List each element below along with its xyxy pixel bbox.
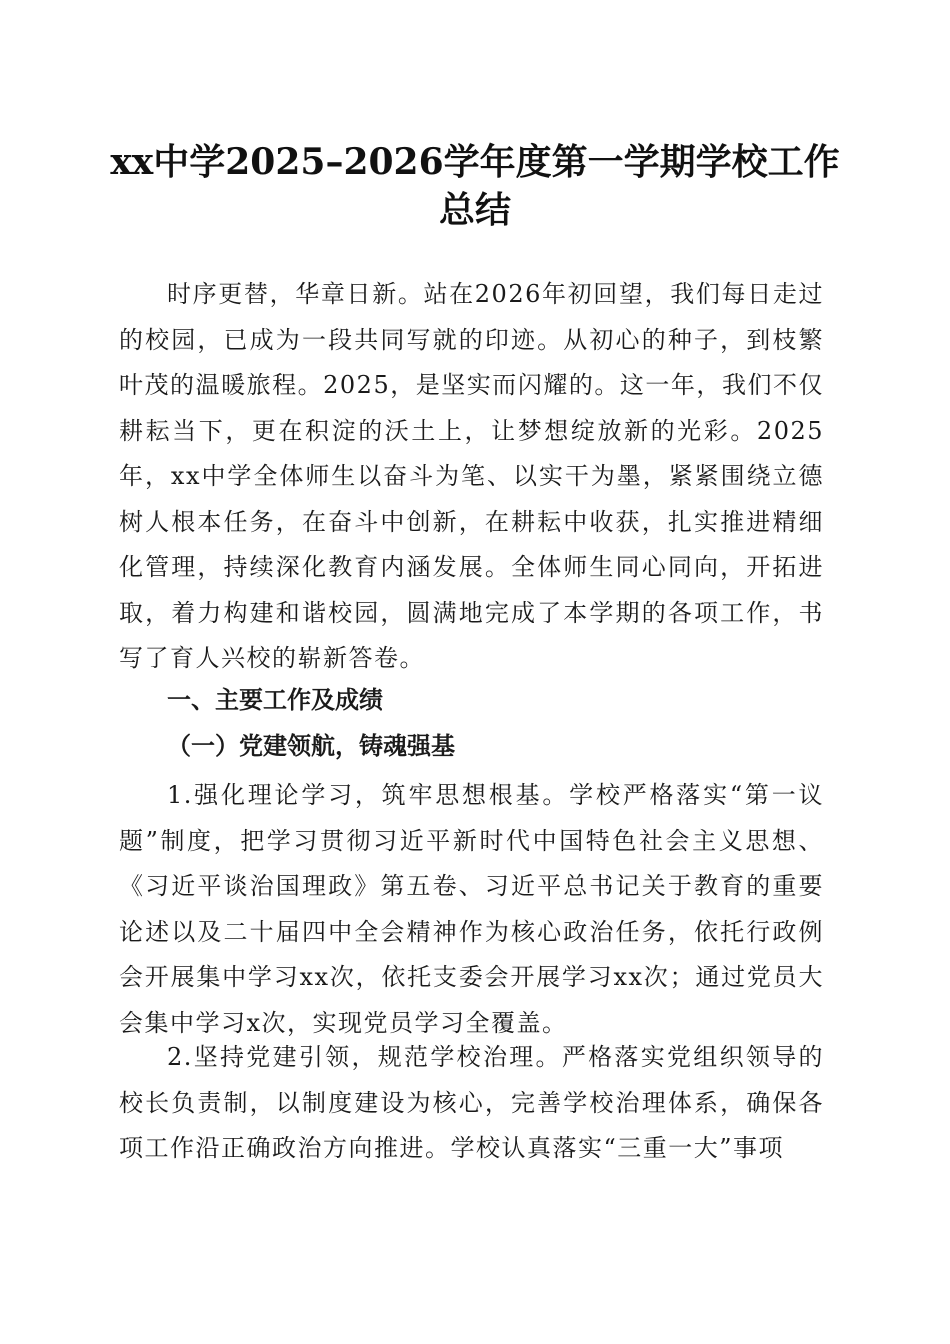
paragraph-item-2: 2.坚持党建引领，规范学校治理。严格落实党组织领导的校长负责制，以制度建设为核心，完善学校治理体系，确保各项工作沿正确政治方向推进。学校认真落实“三重一大”事项 bbox=[119, 1043, 824, 1162]
title-line-1: xx中学2025–2026学年度第一学期学校工作 bbox=[110, 141, 840, 183]
section-heading-main-work: 一、主要工作及成绩 bbox=[167, 686, 383, 714]
paragraph-item-1: 1.强化理论学习，筑牢思想根基。学校严格落实“第一议题”制度，把学习贯彻习近平新时代中国特色社会主义思想、《习近平谈治国理政》第五卷、习近平总书记关于教育的重要论述以及二十届四中全会精神作为核心政治任务，依托行政例会开展集中学习xx次，依托支委会开展学习xx次；通过党员大会集中学习x次，实现党员学习全覆盖。 bbox=[119, 781, 824, 1037]
subsection-heading-party-building: （一）党建领航，铸魂强基 bbox=[167, 731, 455, 760]
intro-paragraph: 时序更替，华章日新。站在2026年初回望，我们每日走过的校园，已成为一段共同写就的印迹。从初心的种子，到枝繁叶茂的温暖旅程。2025，是坚实而闪耀的。这一年，我们不仅耕耘当下，更在积淀的沃土上，让梦想绽放新的光彩。2025年，xx中学全体师生以奋斗为笔、以实干为墨，紧紧围绕立德树人根本任务，在奋斗中创新，在耕耘中收获，扎实推进精细化管理，持续深化教育内涵发展。全体师生同心同向，开拓进取，着力构建和谐校园，圆满地完成了本学期的各项工作，书写了育人兴校的崭新答卷。 bbox=[119, 280, 824, 672]
document-title bbox=[100, 138, 850, 234]
title-line-2: 总结 bbox=[438, 189, 511, 231]
